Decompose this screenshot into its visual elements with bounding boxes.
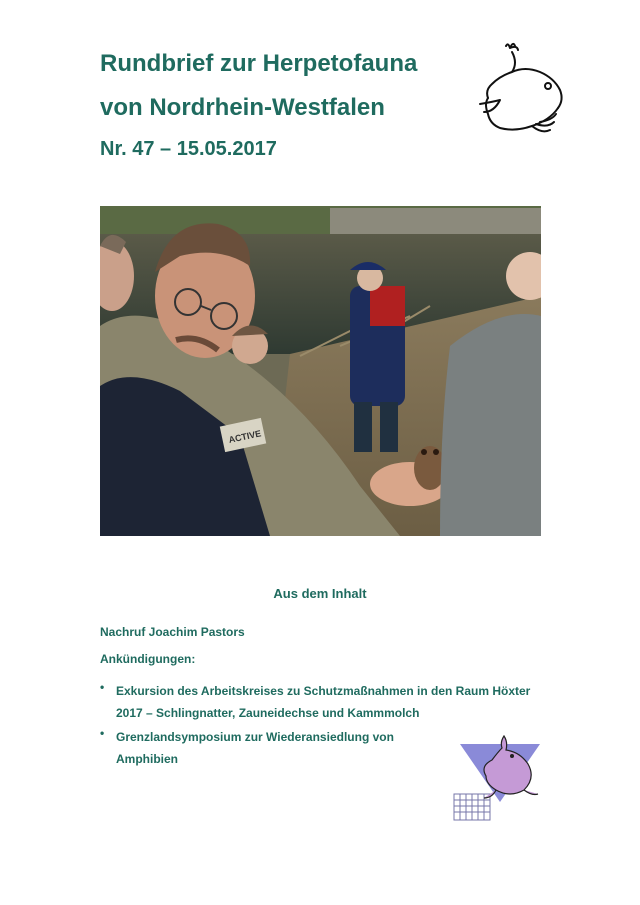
title-line-2: von Nordrhein-Westfalen (100, 94, 385, 121)
cover-photo (100, 206, 541, 536)
issue-number: Nr. 47 – 15.05.2017 (100, 138, 277, 160)
obituary-line: Nachruf Joachim Pastors (100, 625, 245, 639)
title-line-1: Rundbrief zur Herpetofauna (100, 50, 418, 77)
contents-heading: Aus dem Inhalt (273, 586, 367, 601)
jacket-patch-text: ACTIVE (227, 428, 263, 445)
child-back (232, 325, 268, 364)
list-item-text: Exkursion des Arbeitskreises zu Schutzmaßnahmen in den Raum Höxter 2017 – Schlingnatter, Zauneidechse und Kammmolch (116, 684, 531, 720)
bullet-dot: • (100, 726, 105, 740)
list-item-text: Grenzlandsymposium zur Wiederansiedlung von Amphibien (116, 730, 394, 766)
frog-outline-icon (470, 38, 570, 138)
bullet-dot: • (100, 680, 105, 694)
frog-triangle-logo-icon (452, 732, 542, 824)
announcements-label: Ankündigungen: (100, 652, 196, 666)
